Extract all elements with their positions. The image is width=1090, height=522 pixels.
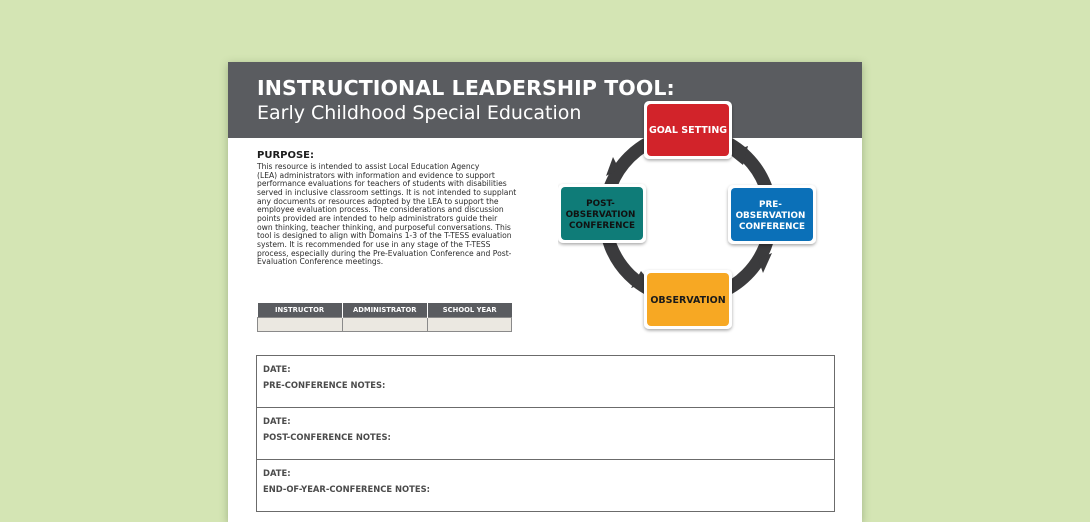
- purpose-heading: PURPOSE:: [257, 150, 315, 161]
- goal-setting-label: GOAL SETTING: [648, 125, 728, 136]
- document-title: INSTRUCTIONAL LEADERSHIP TOOL:: [257, 76, 675, 100]
- post-observation-line-3: CONFERENCE: [569, 221, 635, 231]
- instructor-field[interactable]: [258, 318, 343, 332]
- instructor-header: INSTRUCTOR: [258, 303, 343, 318]
- date-label: DATE:: [263, 364, 291, 374]
- observation-box: [644, 270, 732, 329]
- pre-observation-line-2: OBSERVATION: [735, 211, 806, 221]
- end-of-year-conference-row[interactable]: [257, 460, 834, 512]
- post-conference-notes-label: POST-CONFERENCE NOTES:: [263, 432, 391, 442]
- post-conference-row[interactable]: [257, 408, 834, 460]
- administrator-field[interactable]: [342, 318, 427, 332]
- pre-observation-box: [728, 185, 816, 244]
- document-page: [228, 62, 862, 522]
- post-observation-box: [558, 184, 646, 243]
- document-subtitle: Early Childhood Special Education: [257, 102, 582, 124]
- post-observation-line-1: POST-: [586, 199, 615, 209]
- end-of-year-conference-notes-label: END-OF-YEAR-CONFERENCE NOTES:: [263, 484, 430, 494]
- goal-setting-box: [644, 101, 732, 159]
- pre-observation-line-1: PRE-: [759, 200, 782, 210]
- purpose-text: This resource is intended to assist Local Education Agency (LEA) administrators with information and evidence to support performance evaluations for teachers of students with disabilities served in inclusive classroom settings. It is not intended to supplant any documents or resources adopted by the LEA to support the employee evaluation process. The considerations and discussion points provided are intended to help administrators guide their own thinking, teacher thinking, and purposeful conversations. This tool is designed to align with Domains 1-3 of the T-TESS evaluation system. It is recommended for use in any stage of the T-TESS process, especially during the Pre-Evaluation Conference and Post- Evaluation Conference meetings.: [257, 162, 517, 267]
- post-observation-line-2: OBSERVATION: [565, 210, 636, 220]
- pre-observation-line-3: CONFERENCE: [739, 222, 805, 232]
- date-label: DATE:: [263, 468, 291, 478]
- notes-section: [256, 355, 835, 512]
- school-year-header: SCHOOL YEAR: [427, 303, 511, 318]
- observation-label: OBSERVATION: [650, 295, 726, 306]
- info-table: [257, 303, 512, 332]
- school-year-field[interactable]: [427, 318, 511, 332]
- date-label: DATE:: [263, 416, 291, 426]
- pre-conference-row[interactable]: [257, 356, 834, 408]
- administrator-header: ADMINISTRATOR: [342, 303, 427, 318]
- evaluation-cycle-diagram: [558, 99, 823, 334]
- pre-conference-notes-label: PRE-CONFERENCE NOTES:: [263, 380, 386, 390]
